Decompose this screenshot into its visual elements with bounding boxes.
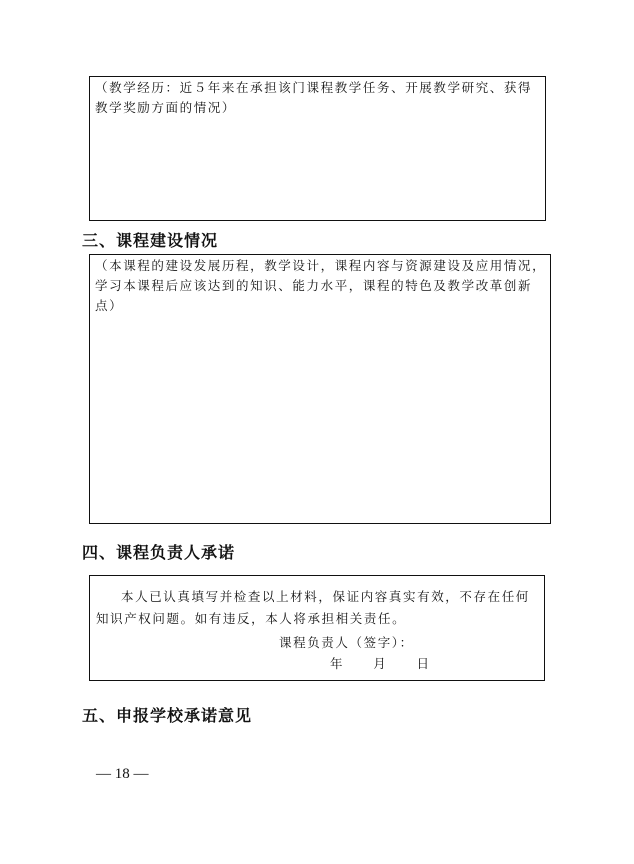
course-construction-prompt: （本课程的建设发展历程，教学设计，课程内容与资源建设及应用情况，学习本课程后应该达到的知识、能力水平，课程的特色及教学改革创新点） (95, 258, 547, 313)
page-number: — 18 — (96, 766, 149, 782)
section-3-heading: 三、课程建设情况 (82, 231, 219, 250)
date-year: 年 (330, 656, 345, 671)
date-day: 日 (416, 656, 431, 671)
date-line (96, 654, 540, 674)
commitment-text: 本人已认真填写并检查以上材料，保证内容真实有效，不存在任何知识产权问题。如有违反，本人将承担相关责任。 (96, 589, 530, 626)
course-construction-box (89, 254, 551, 524)
signature-line (96, 632, 540, 654)
signature-label: 课程负责人（签字）： (279, 635, 414, 650)
date-month: 月 (373, 656, 388, 671)
section-5-heading: 五、申报学校承诺意见 (82, 706, 253, 725)
section-4-heading: 四、课程负责人承诺 (82, 543, 236, 562)
commitment-box (89, 575, 545, 681)
teaching-experience-box (89, 76, 546, 221)
teaching-experience-prompt: （教学经历：近５年来在承担该门课程教学任务、开展教学研究、获得教学奖励方面的情况） (95, 80, 533, 115)
